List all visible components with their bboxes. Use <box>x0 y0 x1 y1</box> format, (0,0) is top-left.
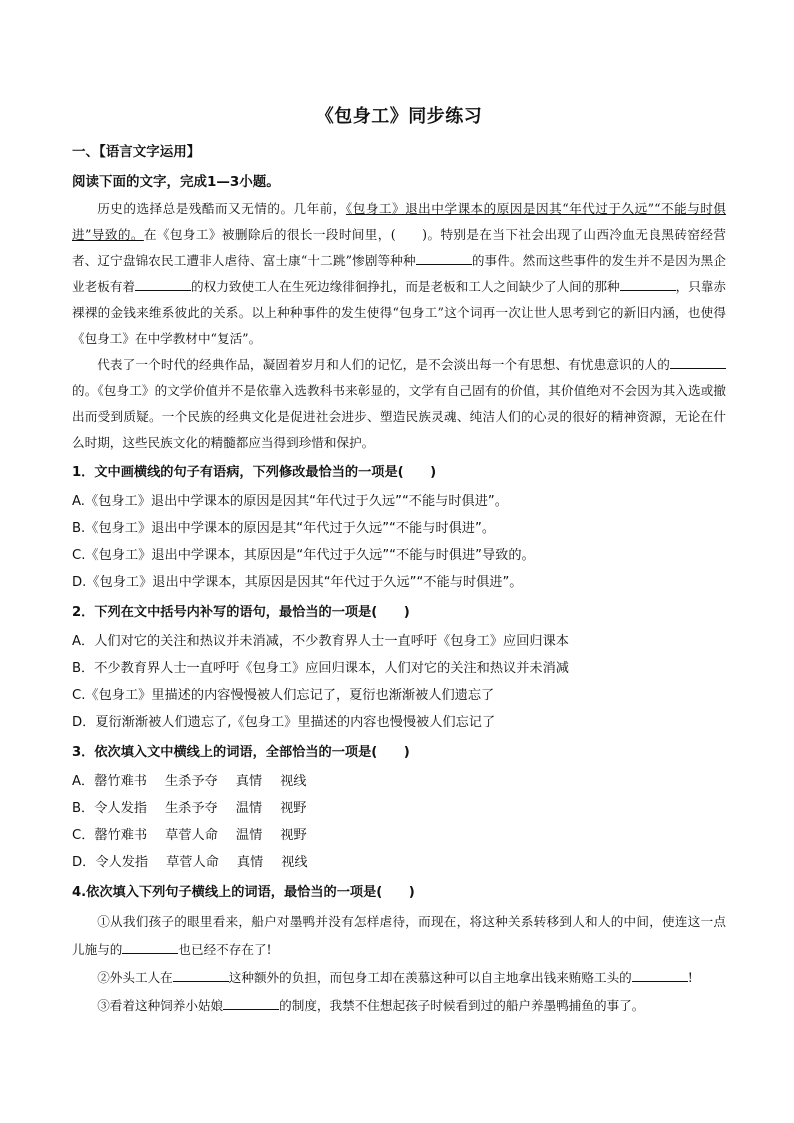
fill-blank[interactable] <box>173 969 229 982</box>
passage-paragraph-1 <box>72 196 726 352</box>
option-word: 生杀予夺 <box>164 774 218 789</box>
fill-blank[interactable] <box>223 997 279 1010</box>
sentence-text: ! <box>687 970 693 985</box>
underlined-sentence: 《包身工》退出中学课本的原因是因其“年代过于久远”“不能与时俱进”导致的。 <box>72 201 727 242</box>
section-heading: 一、【语言文字运用】 <box>72 144 201 160</box>
fill-blank[interactable] <box>135 278 191 291</box>
fill-blank[interactable] <box>620 278 676 291</box>
option-word: 令人发指 <box>95 855 149 870</box>
option-word: 视野 <box>280 828 307 843</box>
question-2-option-c[interactable]: C.《包身工》里描述的内容慢慢被人们忘记了，夏衍也渐渐被人们遗忘了 <box>72 688 495 703</box>
sentence-text: ③看着这种饲养小姑娘 <box>97 998 224 1013</box>
question-1-option-d[interactable]: D.《包身工》退出中学课本，其原因是因其“年代过于久远”“不能与时俱进”。 <box>72 575 523 590</box>
sentence-text: 的制度，我禁不住想起孩子时候看到过的船户养墨鸭捕鱼的事了。 <box>279 998 645 1013</box>
fill-blank[interactable] <box>670 356 726 369</box>
page-title: 《包身工》同步练习 <box>315 106 483 127</box>
option-word: 罄竹难书 <box>94 828 148 843</box>
option-word: 草菅人命 <box>166 855 219 870</box>
question-4-sentence-3 <box>72 992 726 1020</box>
option-word: 真情 <box>235 774 263 789</box>
sentence-text: 也已经不存在了! <box>178 942 272 957</box>
option-word: 真情 <box>236 855 264 870</box>
option-word: 视线 <box>280 774 307 789</box>
passage-text: 历史的选择总是残酷而又无情的。几年前， <box>97 201 346 216</box>
passage-paragraph-2 <box>72 352 726 456</box>
question-2-option-b[interactable]: B．不少教育界人士一直呼吁《包身工》应回归课本，人们对它的关注和热议并未消减 <box>72 661 569 676</box>
passage-text: ，只靠赤裸裸的金钱来维系彼此的关系。以上种种事件的发生使得“包身工”这个词再一次让世人思考到它的新旧内涵，也使得《包身工》在中学教材中“复活”。 <box>72 279 727 346</box>
option-word: 视野 <box>280 801 307 816</box>
question-3-option-b[interactable] <box>72 795 726 822</box>
reading-instruction: 阅读下面的文字，完成1—3小题。 <box>72 174 280 190</box>
option-letter: B． <box>72 801 95 816</box>
question-4-sentence-2 <box>72 964 726 992</box>
option-word: 温情 <box>235 828 263 843</box>
question-3-option-a[interactable] <box>72 768 726 795</box>
fill-blank[interactable] <box>416 252 472 265</box>
question-3-option-c[interactable] <box>72 822 726 849</box>
question-2-option-d[interactable]: D．夏衍渐渐被人们遗忘了,《包身工》里描述的内容也慢慢被人们忘记了 <box>72 715 496 730</box>
option-letter: C． <box>72 828 95 843</box>
question-4-stem: 4.依次填入下列句子横线上的词语，最恰当的一项是( ) <box>72 885 415 900</box>
passage-text: 的。《包身工》的文学价值并不是依靠入选教科书来彰显的，文学有自己固有的价值，其价值绝对不会因为其入选或撤出而受到质疑。一个民族的经典文化是促进社会进步、塑造民族灵魂、纯洁人们的心灵的很好的精神资源，无论在什么时期，这些民族文化的精髓都应当得到珍惜和保护。 <box>72 383 726 450</box>
passage-text: 在《包身工》被删除后的很长一段时间里，( )。特别是在当下社会出现了山西冷血无良黑砖窑经营者、辽宁盘锦农民工遭非人虐待、富士康“十二跳”惨剧等种种 <box>72 227 726 268</box>
option-word: 草菅人命 <box>165 828 218 843</box>
question-1-stem: 1．文中画横线的句子有语病，下列修改最恰当的一项是( ) <box>72 465 437 480</box>
question-3-option-d[interactable] <box>72 849 726 876</box>
passage-text: 的事件。然而这些事件的发生并不是因为黑企业老板有着 <box>72 253 726 294</box>
sentence-text: 这种额外的负担，而包身工却在羡慕这种可以自主地拿出钱来贿赂工头的 <box>228 970 632 985</box>
option-word: 令人发指 <box>94 801 147 816</box>
passage-text: 的权力致使工人在生死边缘徘徊挣扎，而是老板和工人之间缺少了人间的那种 <box>191 279 620 294</box>
fill-blank[interactable] <box>122 941 178 954</box>
option-letter: D． <box>72 855 96 870</box>
option-word: 生杀予夺 <box>165 801 218 816</box>
question-1-option-c[interactable]: C.《包身工》退出中学课本，其原因是“年代过于久远”“不能与时俱进”导致的。 <box>72 548 535 563</box>
sentence-text: ①从我们孩子的眼里看来，船户对墨鸭并没有怎样虐待，而现在，将这种关系转移到人和人的中间，使连这一点儿施与的 <box>72 914 726 957</box>
question-1-option-b[interactable]: B.《包身工》退出中学课本的原因是其“年代过于久远”“不能与时俱进”。 <box>72 521 496 536</box>
question-1-option-a[interactable]: A.《包身工》退出中学课本的原因是因其“年代过于久远”“不能与时俱进”。 <box>72 494 508 509</box>
question-2-option-a[interactable]: A．人们对它的关注和热议并未消减，不少教育界人士一直呼吁《包身工》应回归课本 <box>72 634 569 649</box>
fill-blank[interactable] <box>632 969 688 982</box>
option-word: 视线 <box>281 855 308 870</box>
option-letter: A． <box>72 774 95 789</box>
passage-text: 代表了一个时代的经典作品，凝固着岁月和人们的记忆，是不会淡出每一个有思想、有忧患意识的人的 <box>97 357 670 372</box>
worksheet-page <box>72 100 726 1020</box>
question-3-stem: 3．依次填入文中横线上的词语，全部恰当的一项是( ) <box>72 745 410 760</box>
sentence-text: ②外头工人在 <box>97 970 173 985</box>
question-2-stem: 2．下列在文中括号内补写的语句，最恰当的一项是( ) <box>72 605 410 620</box>
question-4-sentence-1 <box>72 908 726 964</box>
option-word: 罄竹难书 <box>94 774 147 789</box>
option-word: 温情 <box>235 801 263 816</box>
